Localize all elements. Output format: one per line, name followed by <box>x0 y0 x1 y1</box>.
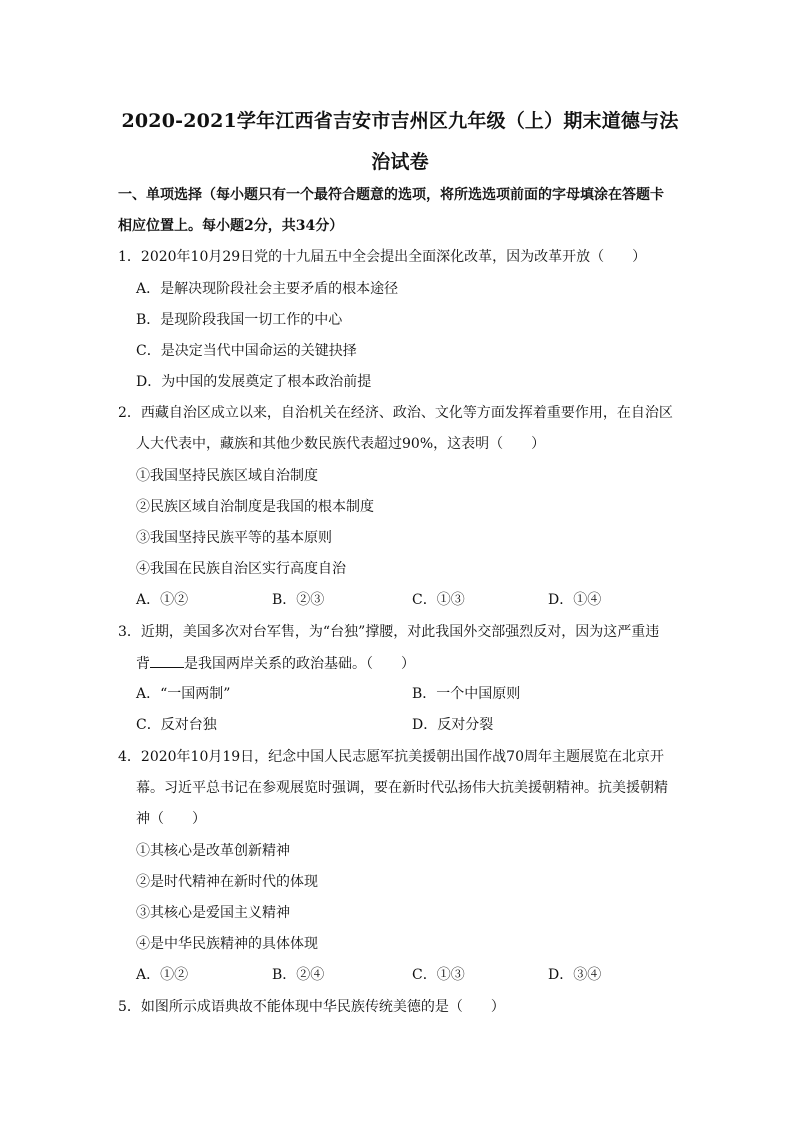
q1-option-a: A．是解决现阶段社会主要矛盾的根本途径 <box>136 281 399 297</box>
q4-statement-3: ③其核心是爱国主义精神 <box>136 905 290 921</box>
q4-option-a: A．①② <box>136 967 189 983</box>
q3-stem-post: 是我国两岸关系的政治基础。（ ） <box>184 656 415 672</box>
q4-stem-line2: 幕。习近平总书记在参观展览时强调，要在新时代弘扬伟大抗美援朝精神。抗美援朝精 <box>136 780 668 796</box>
q3-stem-line2 <box>136 653 415 674</box>
q3-option-a: A．“一国两制” <box>136 686 231 702</box>
section1-heading-line1: 一、单项选择（每小题只有一个最符合题意的选项，将所选选项前面的字母填涂在答题卡 <box>118 187 664 203</box>
q4-option-d: D．③④ <box>548 967 602 983</box>
exam-title-line1: 2020-2021学年江西省吉安市吉州区九年级（上）期末道德与法 <box>121 110 679 132</box>
q3-option-c: C．反对台独 <box>136 717 217 733</box>
section1-heading-line2: 相应位置上。每小题2分，共34分） <box>118 218 344 234</box>
q3-answer-blank <box>150 653 184 668</box>
q3-stem-pre: 背 <box>136 656 150 672</box>
q3-option-d: D．反对分裂 <box>412 717 494 733</box>
q4-stem-line1: 4．2020年10月19日，纪念中国人民志愿军抗美援朝出国作战70周年主题展览在北京开 <box>118 749 664 765</box>
exam-title-line2: 治试卷 <box>371 151 429 173</box>
q4-statement-2: ②是时代精神在新时代的体现 <box>136 874 318 890</box>
q5-stem: 5．如图所示成语典故不能体现中华民族传统美德的是（ ） <box>118 999 505 1015</box>
q2-stem-line2: 人大代表中，藏族和其他少数民族代表超过90%，这表明（ ） <box>136 436 546 452</box>
q1-option-b: B．是现阶段我国一切工作的中心 <box>136 312 343 328</box>
q2-statement-4: ④我国在民族自治区实行高度自治 <box>136 561 346 577</box>
q2-statement-2: ②民族区域自治制度是我国的根本制度 <box>136 499 374 515</box>
q2-statement-3: ③我国坚持民族平等的基本原则 <box>136 530 332 546</box>
q1-option-c: C．是决定当代中国命运的关键抉择 <box>136 343 357 359</box>
q4-stem-line3: 神（ ） <box>136 811 206 827</box>
q1-stem: 1．2020年10月29日党的十九届五中全会提出全面深化改革，因为改革开放（ ） <box>118 249 647 265</box>
q2-option-b: B．②③ <box>272 592 325 608</box>
q3-option-b: B．一个中国原则 <box>412 686 521 702</box>
q4-option-b: B．②④ <box>272 967 325 983</box>
q4-option-c: C．①③ <box>412 967 465 983</box>
q4-statement-4: ④是中华民族精神的具体体现 <box>136 936 318 952</box>
q2-option-a: A．①② <box>136 592 189 608</box>
q1-option-d: D．为中国的发展奠定了根本政治前提 <box>136 374 372 390</box>
q2-option-c: C．①③ <box>412 592 465 608</box>
q2-stem-line1: 2．西藏自治区成立以来，自治机关在经济、政治、文化等方面发挥着重要作用，在自治区 <box>118 405 673 421</box>
q4-statement-1: ①其核心是改革创新精神 <box>136 843 290 859</box>
q3-stem-line1: 3．近期，美国多次对台军售，为“台独”撑腰，对此我国外交部强烈反对，因为这严重违 <box>118 624 660 640</box>
q2-statement-1: ①我国坚持民族区域自治制度 <box>136 468 318 484</box>
q2-option-d: D．①④ <box>548 592 602 608</box>
